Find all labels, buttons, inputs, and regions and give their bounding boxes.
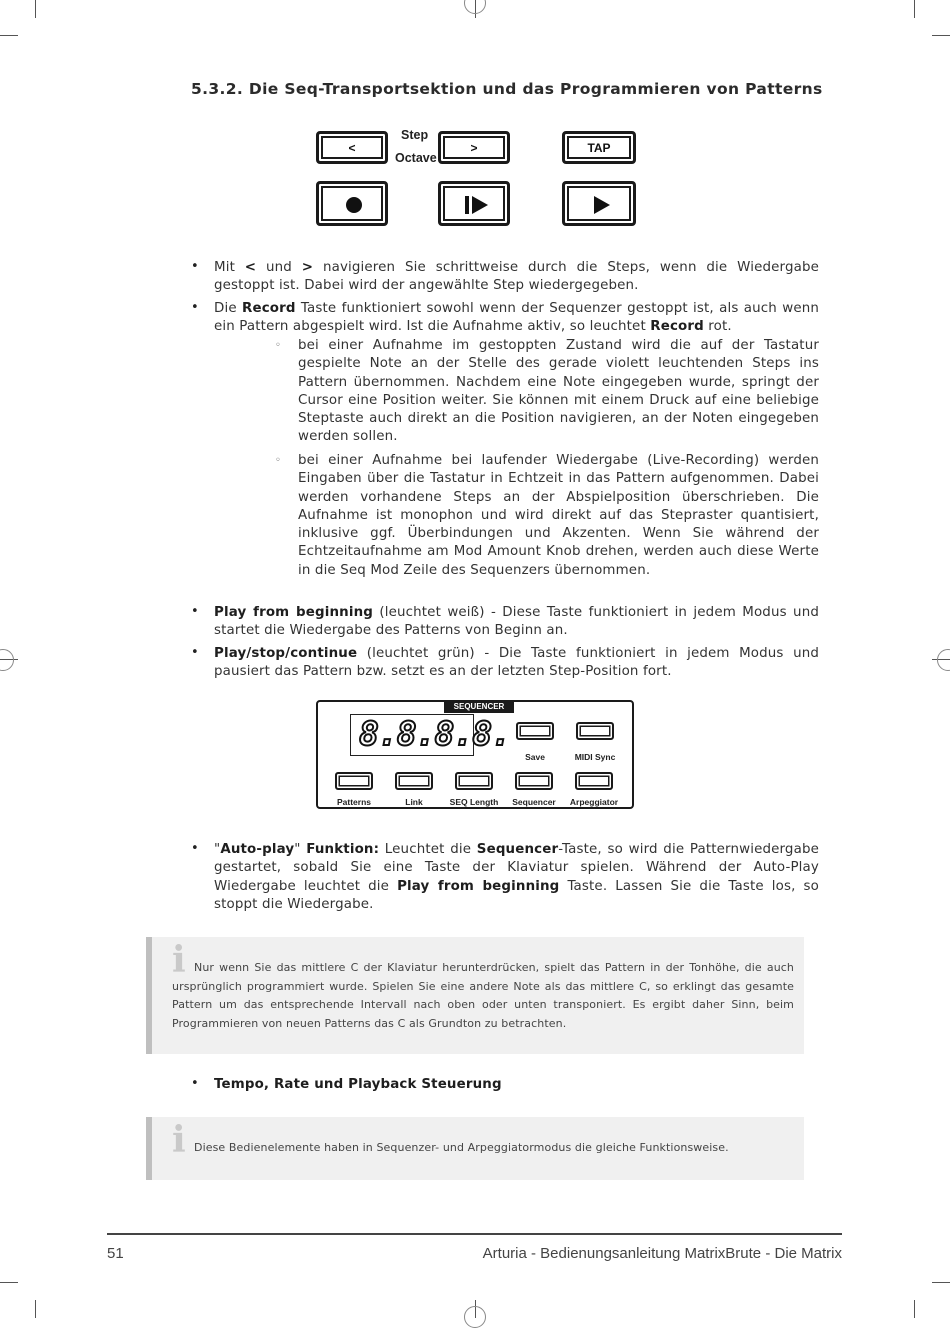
bullet-dot: •	[191, 645, 199, 660]
record-button[interactable]	[316, 181, 388, 226]
midi-sync-label: MIDI Sync	[574, 752, 616, 762]
crop-mark	[35, 1300, 36, 1318]
step-next-label: >	[470, 140, 478, 155]
tap-button[interactable]	[562, 131, 636, 164]
info-text: Nur wenn Sie das mittlere C der Klaviatur herunterdrücken, spielt das Pattern in der Tonhöhe, die auch ursprünglich programmiert wurde. Spielen Sie eine andere Note als das mittlere C, so erklingt das gesamte Pattern um das entsprechende Intervall nach oben oder unten transponiert. Es ergibt daher Sinn, beim Programmieren von neuen Patterns das C als Grundton zu betrachten.	[172, 961, 794, 1030]
section-heading: 5.3.2. Die Seq-Transportsektion und das Programmieren von Patterns	[191, 80, 823, 98]
sub-bullet-stopped-recording: bei einer Aufnahme im gestoppten Zustand wird die auf der Tastatur gespielte Note an der Stelle des gerade violett leuchtenden Steps ins Pattern übernommen. Nachdem eine Note eingegeben wurde, springt der Cursor eine Position weiter. Sie können mit einem Druck auf eine beliebige Steptaste auch direkt an die Position navigieren, an der Noten eingegeben werden sollen.	[298, 338, 819, 445]
bullet-auto-play: "Auto-play" Funktion: Leuchtet die Sequencer-Taste, so wird die Patternwiedergabe gestartet, sobald Sie eine Taste der Klaviatur spielen. Während der Auto-Play Wiedergabe leuchtet die Play from beginning Taste. Lassen Sie die Taste los, so stoppt die Wiedergabe.	[214, 842, 819, 912]
crop-mark	[0, 1282, 18, 1283]
registration-mark	[937, 649, 950, 671]
registration-mark	[0, 649, 14, 671]
sub-bullet-live-recording: bei einer Aufnahme bei laufender Wiedergabe (Live-Recording) werden Eingaben über die Tastatur in Echtzeit in das Pattern aufgenommen. Dabei werden vorhandene Steps an der Abspielposition überschrieben. Die Aufnahme ist monophon und wird direkt auf das Stepraster quantisiert, inklusive ggf. Überbindungen und Akzenten. Wenn Sie während der Echtzeitaufnahme am Mod Amount Knob drehen, werden auch diese Werte in die Seq Mod Zeile des Sequenzers übernommen.	[298, 453, 819, 578]
step-next-button[interactable]	[438, 131, 510, 164]
bullet-dot: •	[191, 1076, 199, 1091]
link-label: Link	[405, 797, 423, 807]
info-box	[146, 937, 804, 1054]
crop-mark	[932, 1282, 950, 1283]
step-prev-label: <	[348, 140, 356, 155]
bullet-dot: •	[191, 300, 199, 315]
info-text: Diese Bedienelemente haben in Sequenzer- und Arpeggiatormodus die gleiche Funktionsweise.	[194, 1141, 729, 1154]
registration-mark	[464, 1306, 486, 1328]
play-icon	[594, 196, 610, 214]
crop-mark	[914, 0, 915, 18]
bullet-record: Die Record Taste funktioniert sowohl wenn der Sequenzer gestoppt ist, als auch wenn ein Pattern abgespielt wird. Ist die Aufnahme aktiv, so leuchtet Record rot.	[214, 301, 819, 335]
sequencer-button[interactable]	[515, 772, 553, 790]
arpeggiator-button[interactable]	[575, 772, 613, 790]
save-button[interactable]	[516, 722, 554, 740]
footer-rule	[107, 1233, 842, 1235]
info-box	[146, 1117, 804, 1180]
step-prev-button[interactable]	[316, 131, 388, 164]
info-icon: i	[172, 1119, 186, 1161]
sub-bullet-dot: ◦	[275, 455, 281, 466]
patterns-label: Patterns	[336, 797, 372, 807]
link-button[interactable]	[395, 772, 433, 790]
midi-sync-button[interactable]	[576, 722, 614, 740]
octave-label: Octave	[395, 151, 437, 165]
footer-title: Arturia - Bedienungsanleitung MatrixBrute - Die Matrix	[482, 1245, 842, 1262]
play-button[interactable]	[562, 181, 636, 226]
sub-bullet-dot: ◦	[275, 340, 281, 351]
crop-mark	[0, 35, 18, 36]
save-label: Save	[525, 752, 545, 762]
record-icon	[346, 197, 362, 213]
bullet-dot: •	[191, 841, 199, 856]
bullet-dot: •	[191, 604, 199, 619]
sequencer-panel-title: SEQUENCER	[444, 700, 514, 713]
seq-length-button[interactable]	[455, 772, 493, 790]
arpeggiator-label: Arpeggiator	[569, 797, 619, 807]
bullet-step-navigation: Mit < und > navigieren Sie schrittweise durch die Steps, wenn die Wiedergabe gestoppt ist. Dabei wird der angewählte Step wiedergegeben.	[214, 260, 819, 294]
step-label: Step	[401, 128, 429, 142]
info-icon: i	[172, 939, 186, 981]
bullet-play-from-beginning: Play from beginning (leuchtet weiß) - Diese Taste funktioniert in jedem Modus und startet die Wiedergabe des Patterns von Beginn an.	[214, 605, 819, 639]
crop-mark	[35, 0, 36, 18]
play-from-beginning-button[interactable]	[438, 181, 510, 226]
registration-mark	[464, 0, 486, 14]
bullet-play-stop-continue: Play/stop/continue (leuchtet grün) - Die Taste funktioniert in jedem Modus und pausiert das Pattern bzw. setzt es an der letzten Step-Position fort.	[214, 646, 819, 680]
seq-length-label: SEQ Length	[449, 797, 499, 807]
crop-mark	[932, 35, 950, 36]
sequencer-panel	[316, 700, 634, 809]
crop-mark	[914, 1300, 915, 1318]
patterns-button[interactable]	[335, 772, 373, 790]
page-number: 51	[107, 1245, 124, 1262]
bullet-tempo-rate-playback: Tempo, Rate und Playback Steuerung	[214, 1077, 502, 1092]
segment-display: 8.8.8.8.	[350, 714, 474, 756]
sequencer-label: Sequencer	[512, 797, 556, 807]
tap-label: TAP	[587, 140, 611, 155]
bullet-dot: •	[191, 259, 199, 274]
play-from-beginning-icon	[465, 196, 489, 214]
